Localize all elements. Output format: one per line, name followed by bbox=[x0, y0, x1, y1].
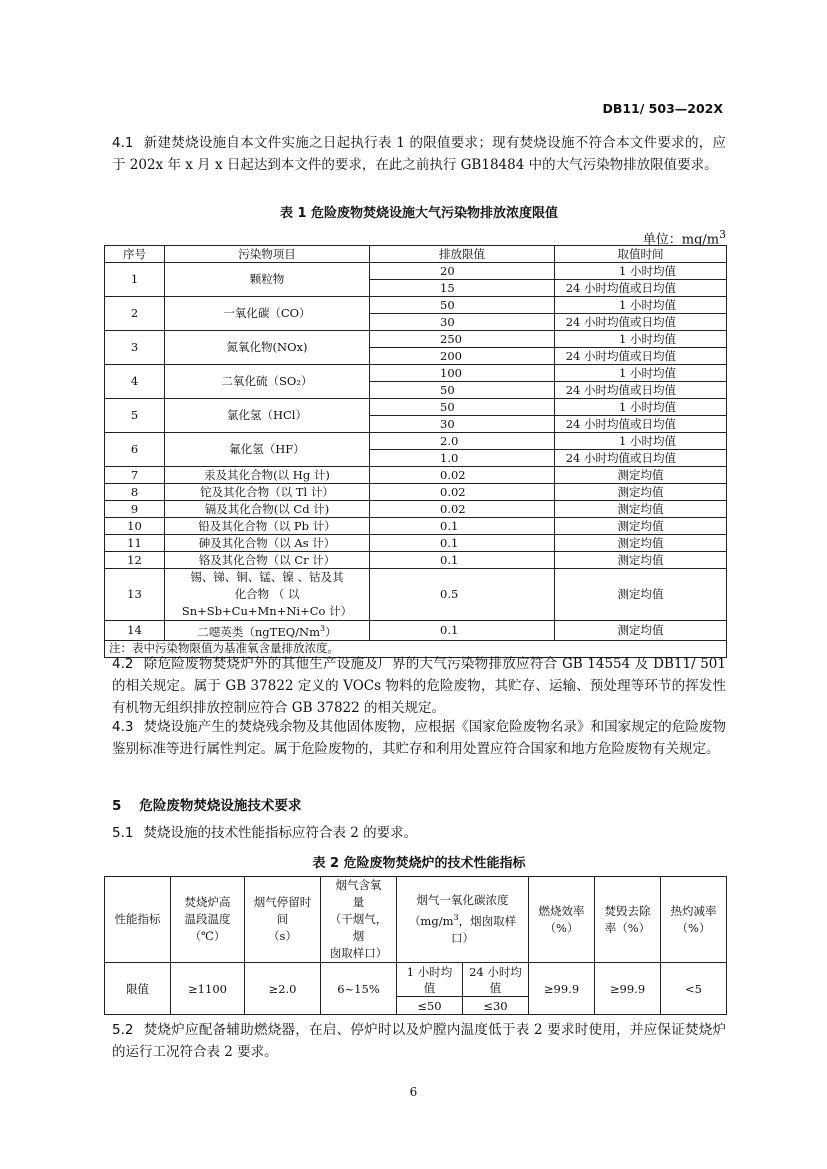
cell-line: 1 小时均 bbox=[406, 964, 453, 979]
table1-caption: 表 1 危险废物焚烧设施大气污染物排放浓度限值 bbox=[279, 206, 559, 221]
pollutant-name: 氮氧化物(NOx) bbox=[165, 331, 370, 365]
page-number: 6 bbox=[409, 1085, 418, 1099]
averaging-period: 测定均值 bbox=[555, 569, 727, 621]
row-number: 2 bbox=[105, 297, 165, 331]
limit-value: 0.02 bbox=[370, 467, 555, 484]
clause-number: 5.2 bbox=[112, 1022, 134, 1038]
header-line: 焚烧炉高 bbox=[184, 895, 231, 909]
cell-line: 值 bbox=[489, 980, 502, 995]
header-line: 率（%） bbox=[604, 920, 651, 935]
averaging-period: 测定均值 bbox=[555, 484, 727, 501]
limit-value: 15 bbox=[370, 280, 555, 297]
row-number: 14 bbox=[105, 621, 165, 641]
header-line: （s） bbox=[268, 929, 297, 943]
limit-value: 2.0 bbox=[370, 433, 555, 450]
pollutant-name-line: 化合物 （ 以 bbox=[234, 587, 300, 601]
limit-value: 0.1 bbox=[370, 621, 555, 641]
header-line: 烟气一氧化碳浓度 bbox=[416, 893, 509, 908]
clause-4-1 bbox=[112, 132, 726, 176]
table-header-row bbox=[105, 246, 727, 263]
row-number: 6 bbox=[105, 433, 165, 467]
header-line: 量 bbox=[352, 895, 365, 909]
averaging-period: 测定均值 bbox=[555, 621, 727, 641]
header-cell: 取值时间 bbox=[555, 246, 727, 263]
clause-number: 5.1 bbox=[112, 825, 134, 841]
value-temperature: ≥1100 bbox=[171, 963, 245, 1015]
pollutant-name: 汞及其化合物(以 Hg 计) bbox=[165, 467, 370, 484]
row-number: 5 bbox=[105, 399, 165, 433]
pollutant-name bbox=[165, 621, 370, 641]
table-note: 注：表中污染物限值为基准氧含量排放浓度。 bbox=[105, 640, 727, 657]
limit-value: 200 bbox=[370, 348, 555, 365]
averaging-period: 测定均值 bbox=[555, 501, 727, 518]
pollutant-name: 氯化氢（HCl） bbox=[165, 399, 370, 433]
superscript: 3 bbox=[453, 913, 459, 923]
averaging-period: 24 小时均值或日均值 bbox=[555, 280, 727, 297]
limit-value: 50 bbox=[370, 399, 555, 416]
document-number: DB11/ 503—202X bbox=[602, 101, 723, 116]
table-row bbox=[105, 501, 727, 518]
limit-value: 20 bbox=[370, 263, 555, 280]
averaging-period: 测定均值 bbox=[555, 552, 727, 569]
averaging-period: 24 小时均值或日均值 bbox=[555, 348, 727, 365]
averaging-period: 1 小时均值 bbox=[555, 263, 727, 280]
clause-text: 新建焚烧设施自本文件实施之日起执行表 1 的限值要求；现有焚烧设施不符合本文件要求的，应于 202x 年 x 月 x 日起达到本文件的要求，在此之前执行 GB18484 中的大气污染物排放限值要求。 bbox=[112, 135, 726, 173]
averaging-period: 1 小时均值 bbox=[555, 331, 727, 348]
averaging-period: 测定均值 bbox=[555, 535, 727, 552]
header-line: 燃烧效率 bbox=[538, 903, 585, 918]
limit-value: 0.1 bbox=[370, 552, 555, 569]
table-row bbox=[105, 484, 727, 501]
header-line: 焚毁去除 bbox=[604, 903, 651, 918]
section-title: 危险废物焚烧设施技术要求 bbox=[139, 798, 302, 814]
row-number: 13 bbox=[105, 569, 165, 621]
header-temperature bbox=[171, 877, 245, 963]
clause-number: 4.1 bbox=[112, 135, 134, 151]
pollutant-name-line: Sn+Sb+Cu+Mn+Ni+Co 计） bbox=[181, 604, 353, 618]
pollutant-name: 颗粒物 bbox=[165, 263, 370, 297]
table-row bbox=[105, 518, 727, 535]
header-line: （干烟气， bbox=[329, 912, 388, 926]
pollutant-name: 二氧化硫（SO₂） bbox=[165, 365, 370, 399]
header-line: 口） bbox=[451, 930, 474, 945]
table-row bbox=[105, 552, 727, 569]
clause-5-2 bbox=[112, 1019, 726, 1063]
pollutant-name-end: ） bbox=[325, 624, 337, 639]
table-row bbox=[105, 433, 727, 450]
pollutant-name-line: 锡、锑、铜、锰、镍 、钴及其 bbox=[190, 570, 344, 584]
averaging-period: 24 小时均值或日均值 bbox=[555, 416, 727, 433]
limit-value: 50 bbox=[370, 297, 555, 314]
table-row bbox=[105, 535, 727, 552]
row-number: 10 bbox=[105, 518, 165, 535]
row-number: 3 bbox=[105, 331, 165, 365]
limit-value: 100 bbox=[370, 365, 555, 382]
unit-superscript: 3 bbox=[719, 228, 726, 241]
header-metric: 性能指标 bbox=[105, 877, 171, 963]
header-line: 囱取样口） bbox=[329, 946, 388, 960]
table-row bbox=[105, 399, 727, 416]
clause-text: 焚烧设施的技术性能指标应符合表 2 的要求。 bbox=[143, 825, 418, 841]
row-number: 9 bbox=[105, 501, 165, 518]
clause-text: 除危险废物焚烧炉外的其他生产设施及厂界的大气污染物排放应符合 GB 14554 及 DB11/ 501 的相关规定。属于 GB 37822 定义的 VOCs 物料的危险废物，其贮存、运输、预处理等环节的挥发性有机物无组织排放控制应符合 GB 37822 的相关规定。 bbox=[112, 656, 726, 716]
emission-limits-table bbox=[104, 245, 727, 658]
table2-caption: 表 2 危险废物焚烧炉的技术性能指标 bbox=[312, 856, 526, 871]
superscript: 3 bbox=[320, 624, 326, 633]
row-number: 1 bbox=[105, 263, 165, 297]
header-line: （℃） bbox=[189, 929, 226, 943]
table-row bbox=[105, 569, 727, 621]
table-row bbox=[105, 263, 727, 280]
limit-value: 1.0 bbox=[370, 450, 555, 467]
header-residence-time bbox=[245, 877, 321, 963]
value-co-24h: ≤30 bbox=[463, 997, 529, 1015]
table-row bbox=[105, 331, 727, 348]
co-1h-header bbox=[397, 963, 463, 997]
pollutant-name: 铅及其化合物（以 Pb 计） bbox=[165, 518, 370, 535]
technical-performance-table bbox=[104, 876, 727, 1015]
limit-value: 0.02 bbox=[370, 484, 555, 501]
limit-value: 0.02 bbox=[370, 501, 555, 518]
header-combustion-efficiency bbox=[529, 877, 595, 963]
limit-value: 0.1 bbox=[370, 518, 555, 535]
header-line bbox=[397, 909, 528, 930]
limit-value: 250 bbox=[370, 331, 555, 348]
header-text: （mg/m bbox=[408, 913, 454, 928]
co-24h-header bbox=[463, 963, 529, 997]
header-line: 间 bbox=[276, 912, 289, 926]
pollutant-name: 氟化氢（HF） bbox=[165, 433, 370, 467]
table-row bbox=[105, 467, 727, 484]
row-number: 8 bbox=[105, 484, 165, 501]
value-co-1h: ≤50 bbox=[397, 997, 463, 1015]
clause-text: 焚烧炉应配备辅助燃烧器，在启、停炉时以及炉膛内温度低于表 2 要求时使用，并应保证焚烧炉的运行工况符合表 2 要求。 bbox=[112, 1022, 726, 1060]
pollutant-name: 铊及其化合物（以 Tl 计） bbox=[165, 484, 370, 501]
row-number: 4 bbox=[105, 365, 165, 399]
averaging-period: 1 小时均值 bbox=[555, 297, 727, 314]
row-number: 11 bbox=[105, 535, 165, 552]
header-text: ，烟囱取样 bbox=[458, 913, 517, 928]
pollutant-name: 镉及其化合物(以 Cd 计) bbox=[165, 501, 370, 518]
header-line: 烟气停留时 bbox=[253, 895, 312, 909]
header-oxygen bbox=[321, 877, 397, 963]
averaging-period: 1 小时均值 bbox=[555, 365, 727, 382]
row-number: 7 bbox=[105, 467, 165, 484]
limit-value: 30 bbox=[370, 416, 555, 433]
clause-number: 4.3 bbox=[112, 719, 134, 735]
pollutant-name: 砷及其化合物（以 As 计） bbox=[165, 535, 370, 552]
section-5-heading bbox=[112, 794, 301, 814]
limit-value: 30 bbox=[370, 314, 555, 331]
clause-4-3 bbox=[112, 716, 726, 760]
row-number: 12 bbox=[105, 552, 165, 569]
header-line: 烟 bbox=[352, 929, 365, 943]
cell-line: 值 bbox=[423, 980, 436, 995]
value-loss-on-ignition: <5 bbox=[661, 963, 727, 1015]
pollutant-name: 铬及其化合物（以 Cr 计） bbox=[165, 552, 370, 569]
unit-label: 单位：mg/m bbox=[642, 232, 720, 248]
header-line: 温段温度 bbox=[184, 912, 231, 926]
cell-line: 24 小时均 bbox=[469, 964, 522, 979]
limit-value: 50 bbox=[370, 382, 555, 399]
limit-value: 0.1 bbox=[370, 535, 555, 552]
header-cell: 排放限值 bbox=[370, 246, 555, 263]
table-row bbox=[105, 621, 727, 641]
table-row bbox=[105, 297, 727, 314]
value-combustion-efficiency: ≥99.9 bbox=[529, 963, 595, 1015]
averaging-period: 1 小时均值 bbox=[555, 399, 727, 416]
clause-5-1 bbox=[112, 822, 726, 844]
pollutant-name bbox=[165, 569, 370, 621]
averaging-period: 24 小时均值或日均值 bbox=[555, 450, 727, 467]
table-row bbox=[105, 365, 727, 382]
value-residence-time: ≥2.0 bbox=[245, 963, 321, 1015]
header-line: （%） bbox=[544, 920, 579, 935]
header-destruction-removal bbox=[595, 877, 661, 963]
value-destruction-removal: ≥99.9 bbox=[595, 963, 661, 1015]
header-line: 烟气含氧 bbox=[335, 878, 382, 892]
clause-text: 焚烧设施产生的焚烧残余物及其他固体废物，应根据《国家危险废物名录》和国家规定的危险废物鉴别标准等进行属性判定。属于危险废物的，其贮存和利用处置应符合国家和地方危险废物有关规定。 bbox=[112, 719, 726, 757]
header-co-concentration bbox=[397, 877, 529, 963]
value-oxygen: 6~15% bbox=[321, 963, 397, 1015]
limit-value: 0.5 bbox=[370, 569, 555, 621]
header-line: （%） bbox=[676, 920, 711, 935]
clause-number: 4.2 bbox=[112, 656, 134, 672]
header-cell: 污染物项目 bbox=[165, 246, 370, 263]
averaging-period: 测定均值 bbox=[555, 467, 727, 484]
header-line: 热灼减率 bbox=[670, 903, 717, 918]
pollutant-name: 一氧化碳（CO） bbox=[165, 297, 370, 331]
averaging-period: 测定均值 bbox=[555, 518, 727, 535]
row-label: 限值 bbox=[105, 963, 171, 1015]
averaging-period: 24 小时均值或日均值 bbox=[555, 314, 727, 331]
averaging-period: 24 小时均值或日均值 bbox=[555, 382, 727, 399]
clause-4-2 bbox=[112, 653, 726, 719]
header-cell: 序号 bbox=[105, 246, 165, 263]
section-number: 5 bbox=[112, 798, 122, 814]
header-loss-on-ignition bbox=[661, 877, 727, 963]
table-header-row bbox=[105, 877, 727, 963]
averaging-period: 1 小时均值 bbox=[555, 433, 727, 450]
pollutant-name-text: 二噁英类（ngTEQ/Nm bbox=[197, 624, 320, 639]
table-row bbox=[105, 963, 727, 997]
